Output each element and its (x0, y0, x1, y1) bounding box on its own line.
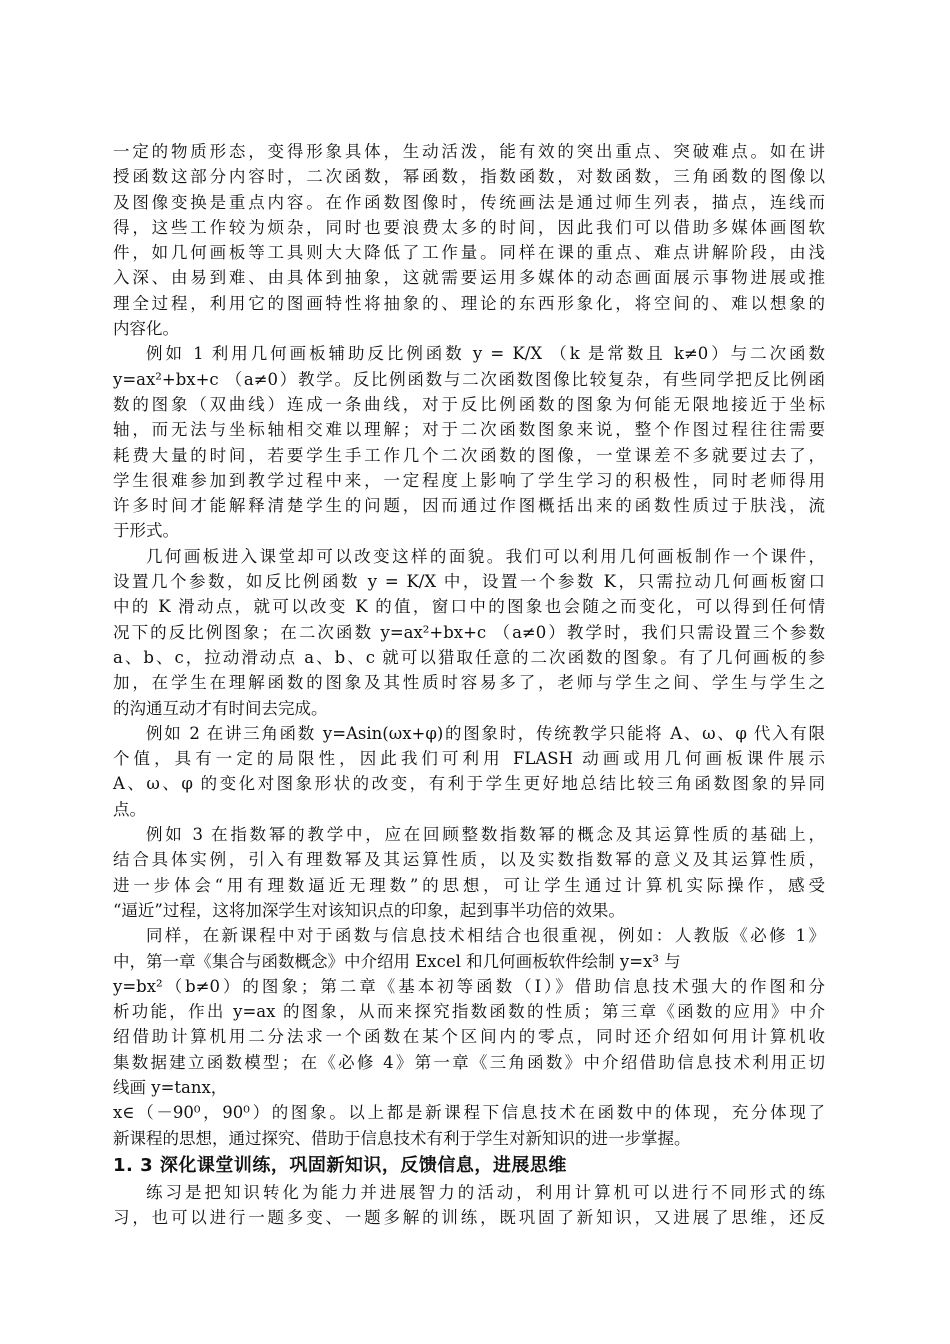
text-line: 个值，具有一定的局限性，因此我们可利用 FLASH 动画或用几何画板课件展示 (113, 749, 825, 769)
text-line: “逼近”过程，这将加深学生对该知识点的印象，起到事半功倍的效果。 (113, 900, 625, 920)
paragraph-practice (113, 1180, 825, 1231)
text-line: 于形式。 (113, 521, 179, 541)
text-line: 点。 (113, 799, 146, 819)
text-line: y=bx²（b≠0）的图象；第二章《基本初等函数（Ⅰ）》借助信息技术强大的作图和分 (113, 976, 825, 996)
text-line: 轴，而无法与坐标轴相交难以理解；对于二次函数图象来说，整个作图过程往往需要 (113, 420, 825, 440)
text-line: 一定的物质形态，变得形象具体，生动活泼，能有效的突出重点、突破难点。如在讲 (113, 142, 825, 161)
text-line: 耗费大量的时间，若要学生手工作几个二次函数的图像，一堂课差不多就要过去了， (113, 445, 825, 465)
text-line: 同样，在新课程中对于函数与信息技术相结合也很重视，例如：人教版《必修 1》 (146, 926, 825, 946)
text-line: 加，在学生在理解函数的图象及其性质时容易多了，老师与学生之间、学生与学生之 (113, 673, 825, 693)
text-line: 例如 1 利用几何画板辅助反比例函数 y = K/X （k 是常数且 k≠0）与二次函数 (146, 344, 825, 364)
paragraph-1 (113, 139, 825, 341)
text-line: 入深、由易到难、由具体到抽象，这就需要运用多媒体的动态画面展示事物进展或推 (113, 268, 825, 288)
text-line: 练习是把知识转化为能力并进展智力的活动，利用计算机可以进行不同形式的练 (146, 1182, 825, 1202)
text-line: y=ax²+bx+c （a≠0）教学。反比例函数与二次函数图像比较复杂，有些同学把反比例函 (113, 369, 825, 389)
text-line: 数的图象（双曲线）连成一条曲线，对于反比例函数的图象为何能无限地接近于坐标 (113, 394, 825, 414)
text-line: 理全过程，利用它的图画特性将抽象的、理论的东西形象化，将空间的、难以想象的 (113, 293, 825, 313)
text-line: 几何画板进入课堂却可以改变这样的面貌。我们可以利用几何画板制作一个课件， (146, 546, 825, 566)
text-line: 例如 2 在讲三角函数 y=Asin(ωx+φ)的图象时，传统教学只能将 A、ω、φ 代入有限 (146, 723, 825, 743)
text-line: 进一步体会“用有理数逼近无理数”的思想，可让学生通过计算机实际操作，感受 (113, 875, 825, 895)
text-line: 况下的反比例图象；在二次函数 y=ax²+bx+c （a≠0）教学时，我们只需设置三个参数 (113, 622, 825, 642)
paragraph-example-2 (113, 721, 825, 822)
paragraph-new-curriculum (113, 923, 825, 1151)
text-line: 许多时间才能解释清楚学生的问题，因而通过作图概括出来的函数性质过于肤浅，流 (113, 496, 825, 516)
text-line: a、b、c，拉动滑动点 a、b、c 就可以猎取任意的二次函数的图象。有了几何画板的参 (113, 647, 825, 667)
section-heading: 1. 3 深化课堂训练，巩固新知识，反馈信息，进展思维 (113, 1154, 567, 1176)
text-line: 集数据建立函数模型；在《必修 4》第一章《三角函数》中介绍借助信息技术利用正切 (113, 1052, 825, 1072)
text-line: 例如 3 在指数幂的教学中，应在回顾整数指数幂的概念及其运算性质的基础上， (146, 825, 825, 845)
text-line: 绍借助计算机用二分法求一个函数在某个区间内的零点，同时还介绍如何用计算机收 (113, 1027, 825, 1047)
text-line: 的沟通互动才有时间去完成。 (113, 698, 328, 718)
text-line: 中的 K 滑动点，就可以改变 K 的值，窗口中的图象也会随之而变化，可以得到任何情 (113, 597, 825, 617)
text-line: 结合具体实例，引入有理数幂及其运算性质，以及实数指数幂的意义及其运算性质， (113, 850, 825, 870)
text-line: 中，第一章《集合与函数概念》中介绍用 Excel 和几何画板软件绘制 y=x³ 与 (113, 951, 681, 971)
text-line: 件，如几何画板等工具则大大降低了工作量。同样在课的重点、难点讲解阶段，由浅 (113, 243, 825, 263)
paragraph-example-3 (113, 822, 825, 923)
text-line: 析功能，作出 y=ax 的图象，从而来探究指数函数的性质；第三章《函数的应用》中介 (113, 1002, 825, 1022)
text-line: x∈（－90⁰，90⁰）的图象。以上都是新课程下信息技术在函数中的体现，充分体现了 (113, 1103, 825, 1123)
paragraph-example-1 (113, 341, 825, 543)
text-line: 得，这些工作较为烦杂，同时也要浪费太多的时间，因此我们可以借助多媒体画图软 (113, 217, 825, 237)
text-line: 线画 y=tanx， (113, 1077, 228, 1097)
text-line: 及图像变换是重点内容。在作函数图像时，传统画法是通过师生列表，描点，连线而 (113, 192, 825, 212)
text-line: 新课程的思想，通过探究、借助于信息技术有利于学生对新知识的进一步掌握。 (113, 1128, 691, 1148)
text-line: A、ω、φ 的变化对图象形状的改变，有利于学生更好地总结比较三角函数图象的异同 (113, 774, 825, 794)
text-line: 授函数这部分内容时，二次函数，幂函数，指数函数，对数函数，三角函数的图像以 (113, 167, 825, 187)
text-line: 学生很难参加到教学过程中来，一定程度上影响了学生学习的积极性，同时老师得用 (113, 470, 825, 490)
document-page (113, 139, 825, 1230)
paragraph-geometry-sketchpad (113, 544, 825, 721)
text-line: 习，也可以进行一题多变、一题多解的训练，既巩固了新知识，又进展了思维，还反 (113, 1208, 825, 1228)
text-line: 内容化。 (113, 319, 179, 339)
text-line: 设置几个参数，如反比例函数 y = K/X 中，设置一个参数 K，只需拉动几何画板窗口 (113, 572, 825, 592)
